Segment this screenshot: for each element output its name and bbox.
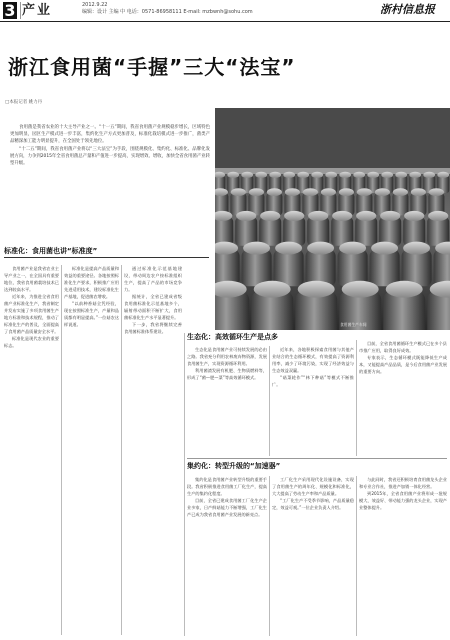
bottle-cap [332,211,352,221]
section-rule [187,458,447,459]
bottle-cap [411,188,426,196]
culture-bottle [283,217,305,246]
paragraph: 到2015年，全省食用菌产业将形成一批规模大、效益好、带动能力强的龙头企业，实现产业整体提升。 [359,491,447,510]
newspaper-name: 浙村信息报 [380,3,435,16]
bottle-cap [380,211,400,221]
paragraph: 工厂化生产采用现代化设施设备，实现了食用菌生产的周年化、规模化和标准化，大大提高了劳动生产率和产品质量。 [272,477,354,496]
bottle-cap [393,188,408,196]
masthead-rule [0,21,450,22]
subhead-ecology: 生态化：高效循环生产是点多 [187,333,278,341]
bottle-cap [325,172,337,178]
culture-bottle [427,217,449,246]
bottle-cap [367,172,379,178]
bottle-cap [395,172,407,178]
page-number: 3 [4,1,16,20]
section-title: 产业 [22,3,53,18]
bottle-cap [308,211,328,221]
column-rule [269,346,270,456]
culture-bottle [274,250,304,287]
bottle-cap [371,242,398,255]
text-column [4,265,59,635]
culture-bottle [259,217,281,246]
bottle-cap [241,172,253,178]
bottle-cap [285,188,300,196]
bottle-cap [254,281,291,298]
column-rule [184,333,185,636]
paragraph: “工厂化生产不受季节影响，产品质量稳定，效益可观。”一位企业负责人介绍。 [272,498,354,510]
bottle-cap [428,211,448,221]
culture-bottle [370,250,400,287]
culture-bottle [235,217,257,246]
paragraph: 目前，全省已建成食用菌工厂化生产企业多家，日产鲜菇能力不断增强，工厂化生产已成为我省食用菌产业发展的新亮点。 [187,498,267,517]
issue-date: 2012.9.22 [82,2,108,8]
bottle-cap [298,281,335,298]
culture-bottle [338,250,368,287]
culture-bottle [215,217,233,246]
column-rule [269,476,270,636]
photo-caption: 食用菌生产车间 [340,322,367,327]
bottle-cap [231,188,246,196]
subhead-standardization: 标准化：食用菌也讲“标准度” [4,247,98,255]
text-column [124,265,182,635]
bottle-cap [357,188,372,196]
culture-bottle [403,217,425,246]
paragraph: 近年来，各地积极探索食用菌与其他产业结合的生态循环模式，有效提高了资源利用率，减少了环境污染，实现了经济效益与生态效益双赢。 [272,347,354,373]
culture-bottle [402,250,432,287]
intro-paragraph: “十二五”期间，我省食用菌产业将以“三大法宝”为手段，围绕规模化、集约化、标准化、品牌化发展方向，力争到2015年全省食用菌总产量和产值进一步提高，实现增效、增收，加快全省食用菌产业转型升级。 [10,146,210,167]
culture-bottle [331,217,353,246]
paragraph: “以前种香菇全凭经验，现在按照标准生产，产量和品质都有明显提高。”一位菇农这样说道。 [64,301,119,327]
column-rule [356,476,357,636]
contact-line: 编辑：设计 主编 中 电话：0571-86958111 E-mail: mzbwnh@sohu.com [82,9,253,15]
text-column [359,340,447,456]
bottle-cap [321,188,336,196]
text-column [359,476,447,636]
paragraph: 下一步，我省将继续完善食用菌标准体系建设。 [124,322,182,334]
paragraph: 标准化是现代农业的重要标志。 [4,336,59,348]
paragraph: 目前，全省食用菌循环生产模式已在多个县市推广应用，取得良好成效。 [359,341,447,353]
article-headline: 浙江食用菌“手握”三大“法宝” [8,55,296,79]
paragraph: 据统计，全省已建成省级食用菌标准化示范基地多个，辐射带动面积不断扩大，食用菌标准化生产水平显著提升。 [124,294,182,320]
culture-bottle [215,250,240,287]
bottle-cap [260,211,280,221]
paragraph: 标准化是提高产品质量和效益的重要途径。各地按照标准化生产要求，积极推广应用先进适用技术，建设标准化生产基地，促进菌农增收。 [64,266,119,299]
bottle-cap [284,211,304,221]
article-photo [215,108,450,330]
byline: □本报记者 姚力丹 [5,100,43,105]
bottle-cap [236,211,256,221]
bottle-cap [275,242,302,255]
text-column [187,346,267,456]
bottle-cap [339,242,366,255]
bottle-cap [267,188,282,196]
bottle-cap [243,242,270,255]
culture-bottle [306,250,336,287]
column-rule [121,265,122,635]
culture-bottle [242,250,272,287]
column-rule [61,265,62,635]
bottle-cap [249,188,264,196]
bottle-cap [381,172,393,178]
culture-bottle [307,217,329,246]
bottle-cap [429,188,444,196]
article-intro [10,124,210,194]
bottle-cap [437,172,449,178]
paragraph: 利用菌渣发展有机肥、生物质燃料等，形成了“菌—肥—菜”等高效循环模式。 [187,368,267,380]
bottle-cap [356,211,376,221]
bottle-cap [409,172,421,178]
paragraph: 近年来，为推进全省食用菌产业标准化生产，我省制定并发布实施了多项食用菌生产地方标准和技术规程，推动了标准化生产的普及，全面提高了食用菌产品质量安全水平。 [4,294,59,334]
bottle-cap [255,172,267,178]
text-column [64,265,119,635]
bottle-cap [297,172,309,178]
bottle-cap [339,188,354,196]
paragraph: 专家表示，生态循环模式既能降低生产成本，又能提高产品品质，是今后食用菌产业发展的重要方向。 [359,355,447,374]
paragraph: “菇菜轮作”“林下种菇”等模式不断推广。 [272,375,354,387]
bottle-cap [339,172,351,178]
bottle-cap [404,211,424,221]
paragraph: 集约化是食用菌产业转型升级的重要手段。我省积极推进食用菌工厂化生产，提高生产的集约化程度。 [187,477,267,496]
paragraph: 与此同时，我省还积极培育食用菌龙头企业和专业合作社，推进产加销一体化经营。 [359,477,447,489]
bottle-cap [342,281,379,298]
bottle-cap [375,188,390,196]
subhead-intensification: 集约化：转型升级的“加速器” [187,462,281,470]
bottle-cap [423,172,435,178]
intro-paragraph: 食用菌是我省农业的十大主导产业之一。“十一五”期间，我省食用菌产业规模稳步增长，区域特色更加明显，园区生产模式进一步丰富，集约化生产方式更加普及，标准化栽培模式进一步推广，菌类产品精深加工能力明显提升，在全国处于领先地位。 [10,125,210,145]
section-divider [20,2,21,19]
bottle-cap [269,172,281,178]
text-column [272,476,354,636]
paragraph: 食用菌产业是我省农业主导产业之一，在全国具有重要地位，我省食用菌栽培技术已达到较高水平。 [4,266,59,292]
bottle-cap [386,281,423,298]
culture-bottle [434,250,450,287]
culture-bottle [379,217,401,246]
text-column [272,346,354,456]
bottle-cap [403,242,430,255]
culture-bottle [355,217,377,246]
paragraph: 生态化是食用菌产业可持续发展的必由之路。我省充分利用农林废弃物资源，发展食用菌生产，实现资源循环利用。 [187,347,267,366]
masthead [0,0,450,24]
mushroom-bottles-photo [215,108,450,330]
bottle-cap [307,242,334,255]
column-rule [356,340,357,456]
bottle-cap [353,172,365,178]
bottle-cap [311,172,323,178]
bottle-cap [303,188,318,196]
text-column [187,476,267,636]
bottle-cap [283,172,295,178]
paragraph: 通过标准化示范基地建设，带动周边农户按标准组织生产，提高了产品的市场竞争力。 [124,266,182,292]
subhead-rule [4,257,209,258]
bottle-cap [227,172,239,178]
